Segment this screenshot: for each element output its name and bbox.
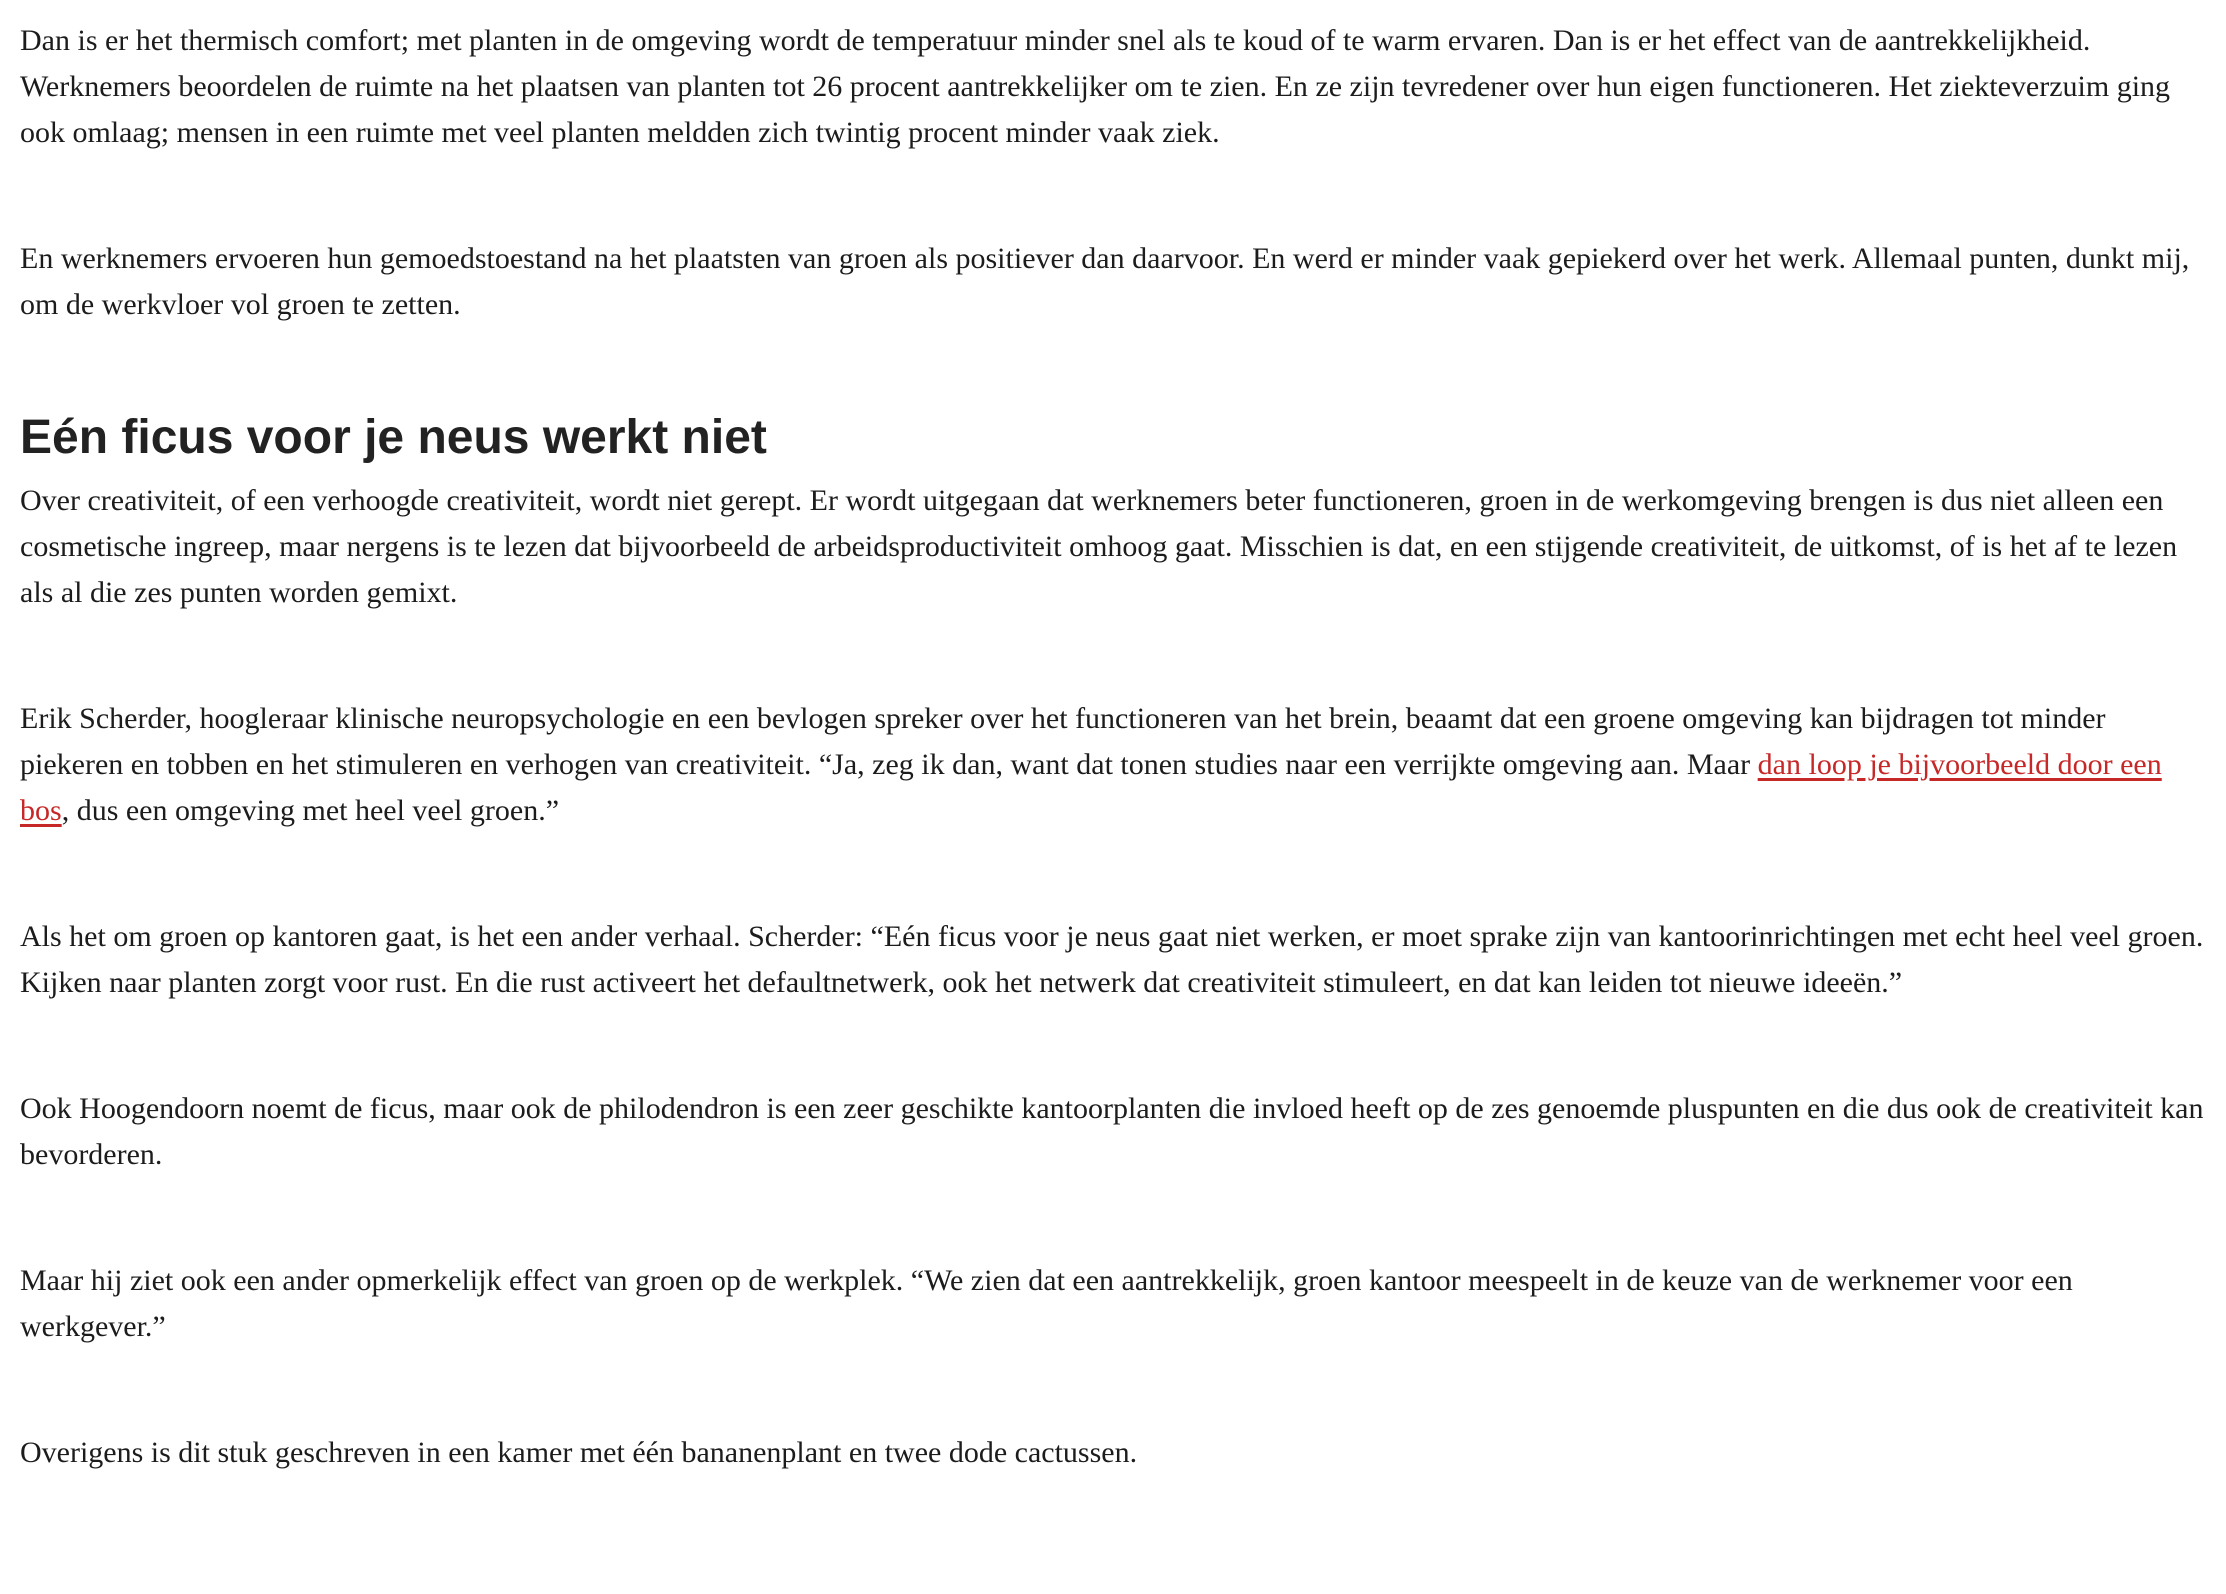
- paragraph-hoogendoorn: Ook Hoogendoorn noemt de ficus, maar ook de philodendron is een zeer geschikte kantoorplanten die invloed heeft op de zes genoemde pluspunten en die dus ook de creativiteit kan bevorderen.: [20, 1092, 2204, 1171]
- paragraph-scherder: [20, 696, 2206, 834]
- paragraph-office-green: Als het om groen op kantoren gaat, is het een ander verhaal. Scherder: “Eén ficus voor je neus gaat niet werken, er moet sprake zijn van kantoorinrichtingen met echt heel veel groen. Kijken naar planten zorgt voor rust. En die rust activeert het defaultnetwerk, ook het netwerk dat creativiteit stimuleert, en dat kan leiden tot nieuwe ideeën.”: [20, 920, 2204, 999]
- forest-walk-link[interactable]: dan loop je bijvoorbeeld door een bos: [20, 748, 2162, 827]
- scherder-text-before-link: Erik Scherder, hoogleraar klinische neuropsychologie en een bevlogen spreker over het functioneren van het brein, beaamt dat een groene omgeving kan bijdragen tot minder piekeren en tobben en het stimuleren en verhogen van creativiteit. “Ja, zeg ik dan, want dat tonen studies naar een verrijkte omgeving aan. Maar: [20, 702, 2106, 781]
- paragraph-creativity: Over creativiteit, of een verhoogde creativiteit, wordt niet gerept. Er wordt uitgegaan dat werknemers beter functioneren, groen in de werkomgeving brengen is dus niet alleen een cosmetische ingreep, maar nergens is te lezen dat bijvoorbeeld de arbeidsproductiviteit omhoog gaat. Misschien is dat, en een stijgende creativiteit, de uitkomst, of is het af te lezen als al die zes punten worden gemixt.: [20, 484, 2178, 609]
- paragraph-employer-choice: Maar hij ziet ook een ander opmerkelijk effect van groen op de werkplek. “We zien dat een aantrekkelijk, groen kantoor meespeelt in de keuze van de werknemer voor een werkgever.”: [20, 1264, 2073, 1343]
- paragraph-mood: En werknemers ervoeren hun gemoedstoestand na het plaatsten van groen als positiever dan daarvoor. En werd er minder vaak gepiekerd over het werk. Allemaal punten, dunkt mij, om de werkvloer vol groen te zetten.: [20, 242, 2190, 321]
- section-heading: Eén ficus voor je neus werkt niet: [20, 411, 767, 464]
- paragraph-closing-note: Overigens is dit stuk geschreven in een kamer met één bananenplant en twee dode cactussen.: [20, 1436, 1138, 1469]
- article-body: [20, 18, 2206, 1476]
- paragraph-thermal-comfort: Dan is er het thermisch comfort; met planten in de omgeving wordt de temperatuur minder snel als te koud of te warm ervaren. Dan is er het effect van de aantrekkelijkheid. Werknemers beoordelen de ruimte na het plaatsen van planten tot 26 procent aantrekkelijker om te zien. En ze zijn tevredener over hun eigen functioneren. Het ziekteverzuim ging ook omlaag; mensen in een ruimte met veel planten meldden zich twintig procent minder vaak ziek.: [20, 24, 2171, 149]
- scherder-text-after-link: , dus een omgeving met heel veel groen.”: [61, 794, 560, 827]
